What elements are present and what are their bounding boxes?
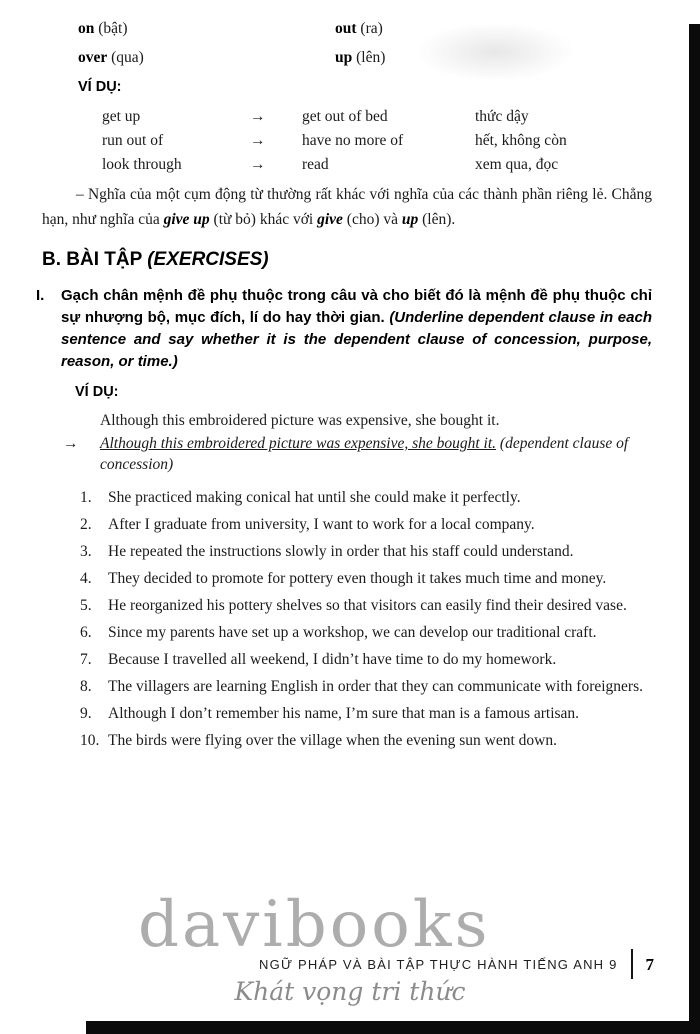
arrow-icon: → (63, 435, 79, 452)
item-text: The birds were flying over the village when the evening sun went down. (108, 732, 557, 749)
arrow-icon: → (250, 156, 266, 173)
phrasal-phrase: run out of (102, 132, 164, 149)
item-number: 1. (80, 489, 92, 506)
item-text: Since my parents have set up a workshop, we can develop our traditional craft. (108, 624, 597, 641)
phrasal-translation: xem qua, đọc (475, 156, 559, 173)
phrasal-meaning: have no more of (302, 132, 404, 149)
footer-divider (631, 949, 633, 979)
item-number: 6. (80, 624, 92, 641)
footer-page-number: 7 (645, 954, 654, 974)
exercise-instruction (36, 285, 652, 373)
particle-word: out (335, 20, 357, 37)
exercise-item (80, 622, 652, 643)
vidu-heading: VÍ DỤ: (78, 79, 122, 95)
item-text: Although I don’t remember his name, I’m sure that man is a famous artisan. (108, 705, 580, 722)
section-b-heading (42, 248, 652, 272)
item-number: 7. (80, 651, 92, 668)
exercise-item (80, 541, 652, 562)
phrasal-meaning: read (302, 156, 329, 173)
note-text: (từ bỏ) khác với (209, 210, 318, 228)
vidu-heading: VÍ DỤ: (75, 384, 119, 400)
right-edge-bar (689, 24, 700, 1034)
note-text: (cho) và (342, 210, 402, 228)
answer-note: (dependent clause of concession) (100, 435, 629, 473)
bottom-edge-bar (86, 1021, 700, 1034)
exercise-item (80, 703, 652, 724)
note-bold-term: give up (163, 210, 210, 228)
footer-slogan: Khát vọng tri thức (234, 977, 466, 1006)
item-text: Because I travelled all weekend, I didn’t have time to do my homework. (108, 651, 557, 668)
particle-word: up (335, 49, 353, 66)
exercise-item (80, 649, 652, 670)
item-text: They decided to promote for pottery even though it takes much time and money. (108, 570, 607, 587)
item-number: 4. (80, 570, 92, 587)
note-text: (lên). (418, 210, 456, 228)
scan-noise-artifact (415, 22, 575, 82)
exercise-item (80, 514, 652, 535)
note-text: – Nghĩa của một cụm động từ thường rất khác với nghĩa của các thành phần riêng lẻ. Chẳng hạn, như nghĩa của (42, 186, 652, 228)
note-bold-term: up (401, 210, 419, 228)
particle-word: over (78, 49, 108, 66)
phrasal-phrase: look through (102, 156, 182, 173)
exercise-item (80, 676, 652, 697)
phrasal-translation: hết, không còn (475, 132, 567, 149)
particle-word: on (78, 20, 95, 37)
particle-meaning: (lên) (356, 49, 386, 66)
particle-item (78, 18, 335, 39)
phrasal-translation: thức dậy (475, 108, 529, 125)
phrasal-row (102, 153, 652, 177)
item-text: The villagers are learning English in order that they can communicate with foreigners. (108, 678, 643, 695)
instruction-vietnamese: Gạch chân mệnh đề phụ thuộc trong câu và cho biết đó là mệnh đề phụ thuộc chỉ sự nhượng bộ, mục đích, lí do hay thời gian. (61, 287, 652, 326)
item-number: 3. (80, 543, 92, 560)
item-text: After I graduate from university, I want to work for a local company. (108, 516, 535, 533)
particle-item (78, 47, 335, 68)
section-b-title-italic: (EXERCISES) (147, 249, 269, 270)
item-number: 2. (80, 516, 92, 533)
phrasal-row (102, 129, 652, 153)
section-b-title: B. BÀI TẬP (42, 249, 148, 270)
particle-meaning: (ra) (360, 20, 383, 37)
exercise-item-list (80, 487, 652, 751)
particle-meaning: (bật) (98, 20, 128, 37)
particle-meaning: (qua) (111, 49, 144, 66)
phrasal-meaning: get out of bed (302, 108, 388, 125)
item-number: 10. (80, 732, 100, 749)
item-number: 8. (80, 678, 92, 695)
phrasal-example-table (102, 105, 652, 177)
roman-numeral: I. (36, 287, 45, 304)
arrow-icon: → (250, 108, 266, 125)
phrasal-row (102, 105, 652, 129)
instruction-text (61, 285, 652, 373)
item-number: 9. (80, 705, 92, 722)
instruction-english: (Underline dependent clause in each sentence and say whether it is the dependent clause of concession, purpose, reason, or time.) (61, 309, 652, 370)
example-answer (36, 433, 652, 475)
note-paragraph (42, 183, 652, 232)
davibooks-watermark: davibooks (138, 888, 491, 962)
answer-underlined-clause: Although this embroidered picture was expensive, she bought it. (100, 435, 497, 452)
item-text: He reorganized his pottery shelves so that visitors can easily find their desired vase. (108, 597, 627, 614)
exercise-item (80, 487, 652, 508)
answer-text (100, 433, 652, 475)
item-number: 5. (80, 597, 92, 614)
note-bold-term: give (317, 210, 343, 228)
phrasal-phrase: get up (102, 108, 141, 125)
example-sentence: Although this embroidered picture was expensive, she bought it. (100, 412, 500, 429)
footer-book-title: NGỮ PHÁP VÀ BÀI TẬP THỰC HÀNH TIẾNG ANH 9 (259, 956, 618, 972)
item-text: He repeated the instructions slowly in order that his staff could understand. (108, 543, 574, 560)
footer (0, 949, 654, 979)
exercise-item (80, 568, 652, 589)
exercise-item (80, 595, 652, 616)
exercise-item (80, 730, 652, 751)
arrow-icon: → (250, 132, 266, 149)
item-text: She practiced making conical hat until she could make it perfectly. (108, 489, 521, 506)
